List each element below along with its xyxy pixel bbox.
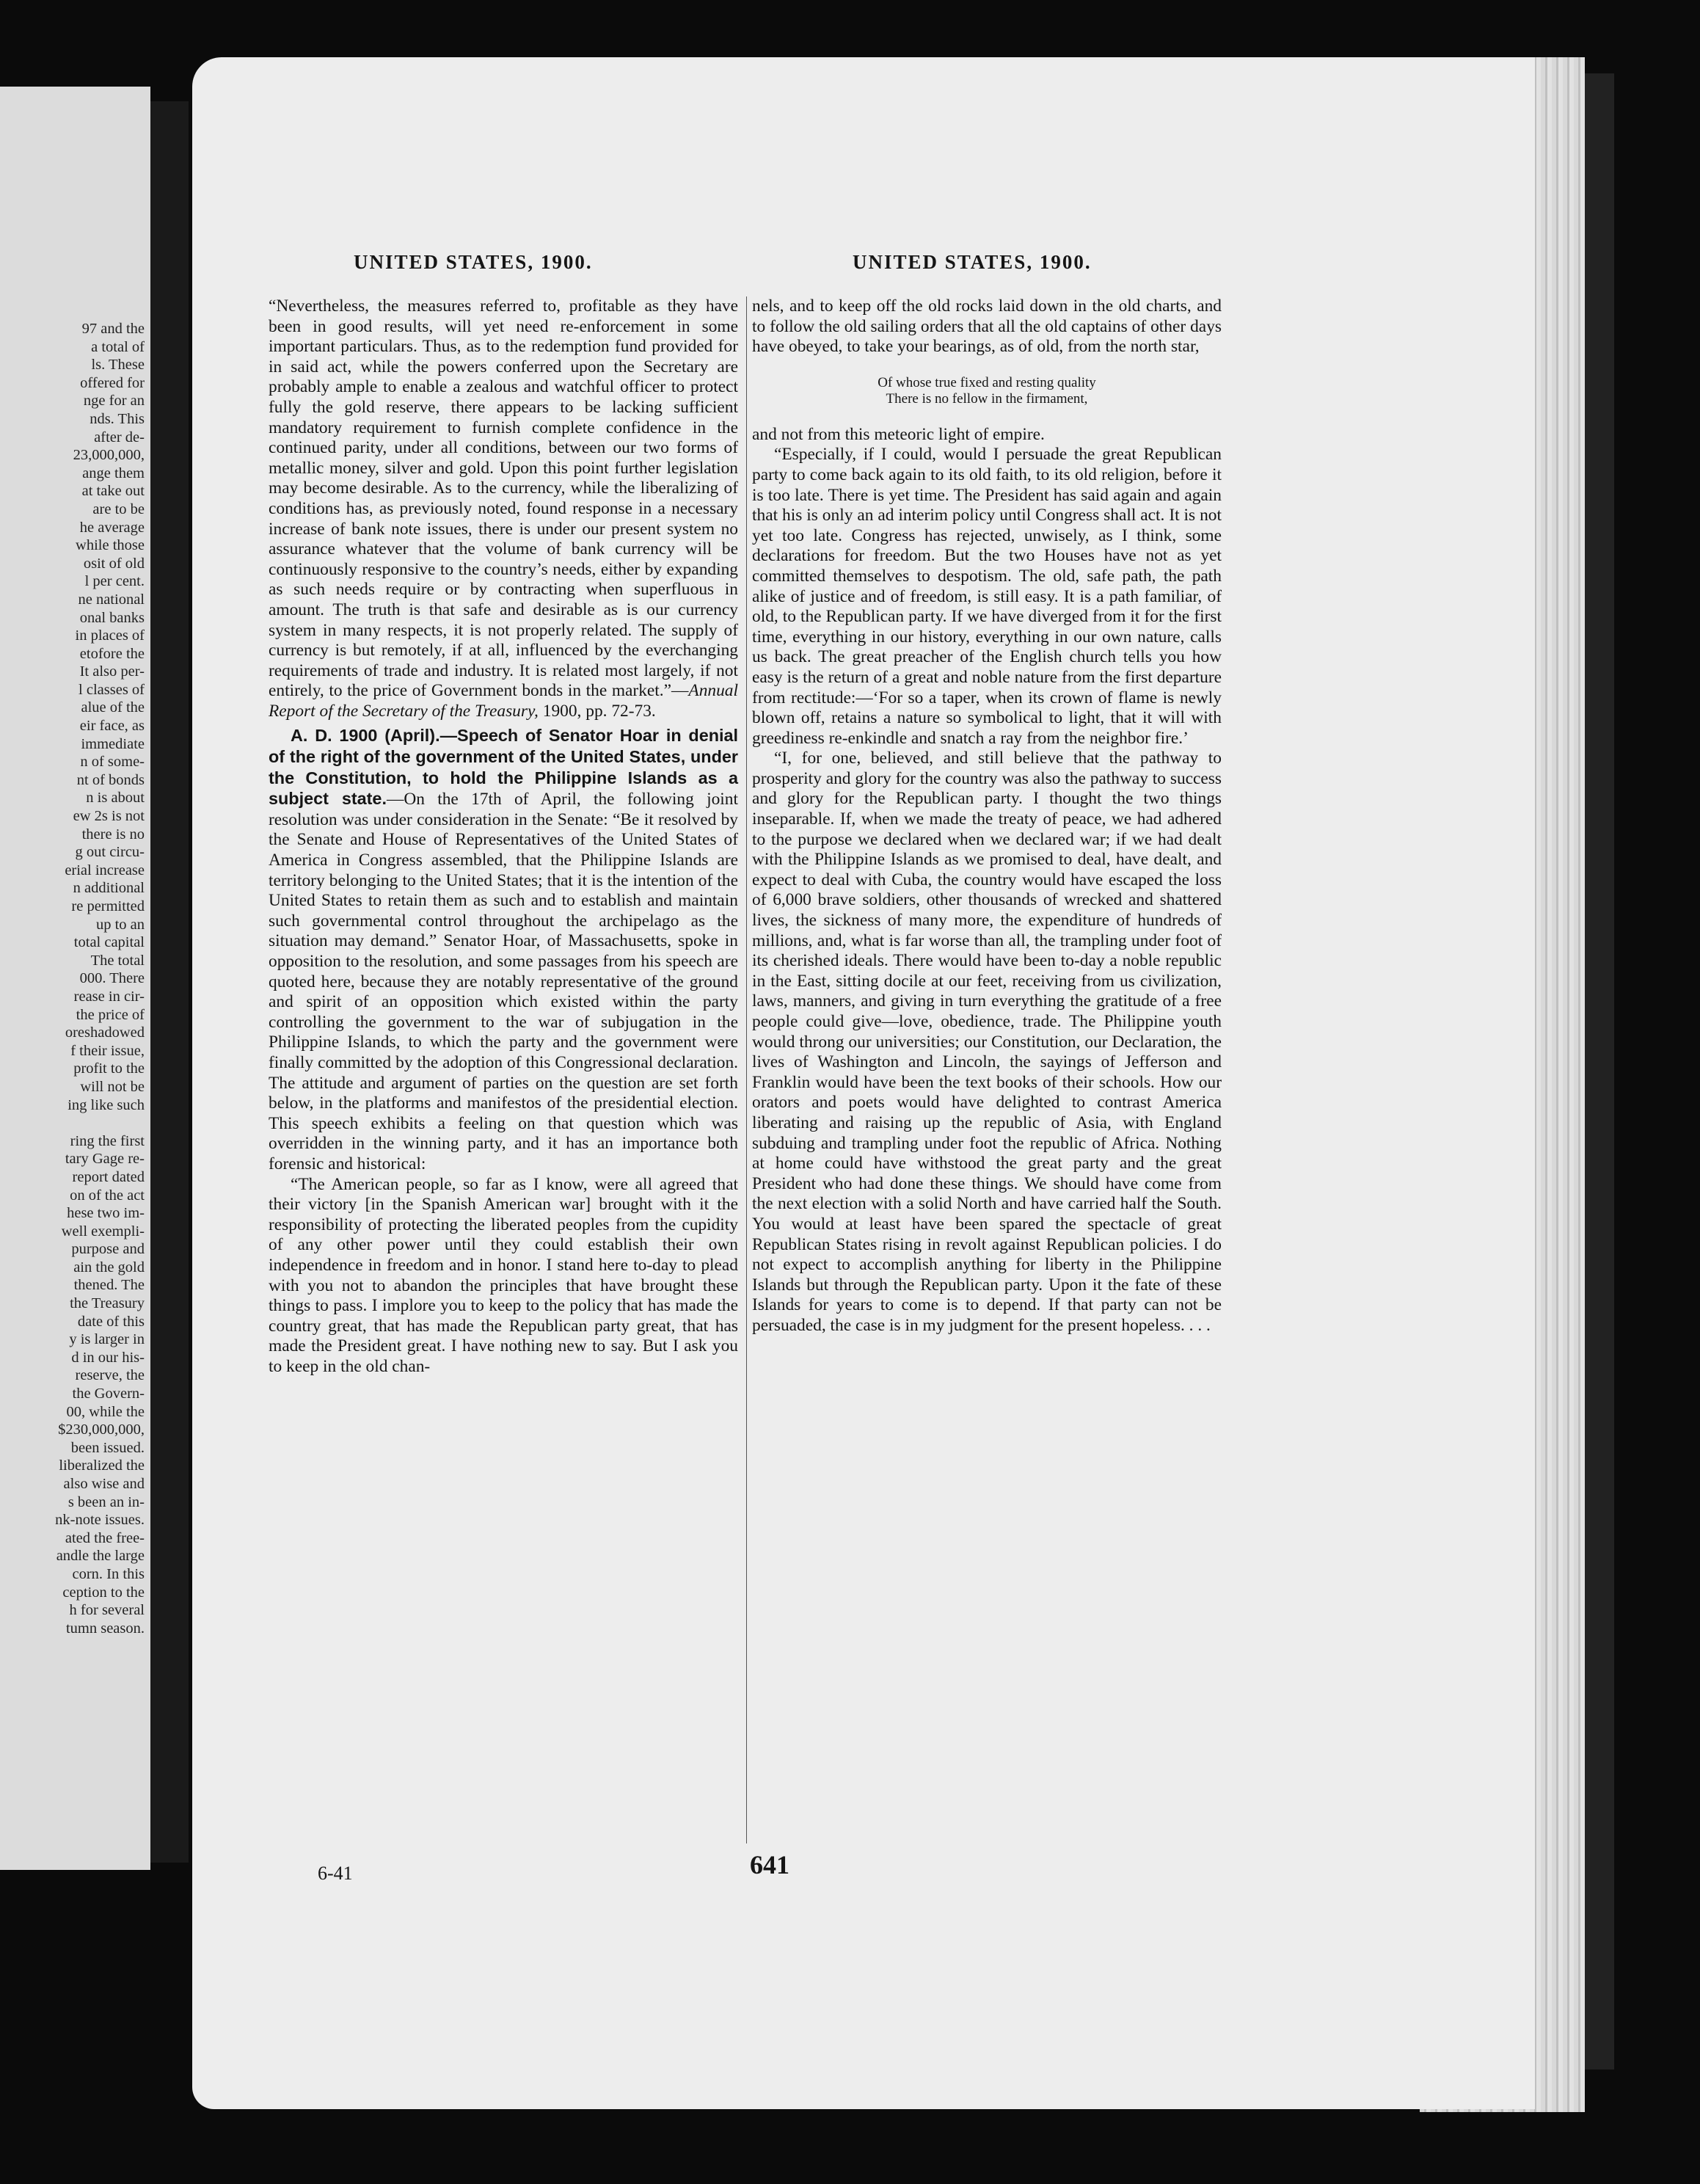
- left-page-line: It also per-: [79, 663, 145, 680]
- left-page-line: d in our his-: [71, 1349, 145, 1366]
- left-page-line: at take out: [81, 483, 145, 500]
- book-gutter: [150, 101, 189, 1863]
- signature-mark: 6-41: [318, 1863, 353, 1884]
- left-page-line: osit of old: [83, 555, 145, 572]
- entry-title: Speech of Senator Hoar in denial of the right of the government of the United States, under the Constitution, to hold the Philippine Islands as a subject state.: [269, 726, 739, 809]
- left-page-line: etofore the: [79, 645, 145, 662]
- paragraph: nels, and to keep off the old rocks laid down in the old charts, and to follow the old sailing orders that all the old captains of other days have obeyed, to take your bearings, as of old, from the north star,: [752, 296, 1222, 357]
- entry-date: A. D. 1900 (April).—: [291, 726, 457, 746]
- left-page-line: eir face, as: [79, 718, 145, 735]
- paragraph: “The American people, so far as I know, were all agreed that their victory [in the Spanish American war] brought with it the responsibility of protecting the liberated peoples from the cupidity of any other power until they could establish their own independence in freedom and in honor. I stand here to-day to plead with you not to abandon the principles that have brought these things to pass. I implore you to keep to the policy that has made the country great, that has made the Republican party great, that has made the President great. I have nothing new to say. But I ask you to keep in the old chan-: [269, 1174, 738, 1376]
- book-cover: [1585, 73, 1614, 2070]
- left-page-line: ain the gold: [73, 1259, 145, 1275]
- left-page-line: 23,000,000,: [73, 447, 145, 464]
- citation: Annual Report of the Secretary of the Treasury,: [269, 681, 738, 721]
- left-page-fragment: [0, 87, 150, 1870]
- left-page-line: well exempli-: [61, 1223, 145, 1240]
- left-page-line: alue of the: [81, 699, 145, 716]
- text-column-left: [269, 296, 738, 1377]
- left-page-line: are to be: [92, 500, 145, 517]
- left-page-line: ated the free-: [65, 1529, 145, 1546]
- column-rule: [746, 296, 747, 1843]
- paragraph: “Especially, if I could, would I persuade the great Republican party to come back again to its old faith, to its old religion, before it is too late. There is yet time. The President has said again and again that his is only an ad interim policy until Congress shall act. It is not yet too late. Congress has rejected, unwisely, as I think, some declarations for freedom. But the two Houses have not as yet committed themselves to despotism. The old, safe path, the path alike of justice and of freedom, is still easy. It is a path familiar, of old, to the Republican party. If we have diverged from it for the first time, everything in our history, everything in our own nature, calls us back. The great preacher of the English church tells you how easy is the return of a great and noble nature from the first departure from rectitude:—‘For so a taper, when its crown of flame is newly blown off, retains a nature so symbolical to light, that it will with greediness re-enkindle and snatch a ray from the neighbor fire.’: [752, 445, 1222, 748]
- left-page-line: hese two im-: [67, 1205, 145, 1222]
- left-page-line: the Treasury: [70, 1295, 145, 1312]
- left-page-line: nge for an: [83, 393, 145, 410]
- left-page-line: nds. This: [90, 410, 145, 427]
- left-page-line: l classes of: [79, 681, 145, 698]
- left-page-line: ne national: [78, 591, 145, 608]
- left-page-line: g out circu-: [75, 844, 145, 861]
- left-page-line: rease in cir-: [73, 988, 145, 1005]
- left-page-line: he average: [79, 519, 145, 536]
- left-page-line: up to an: [95, 916, 145, 933]
- left-page-line: s been an in-: [68, 1493, 145, 1510]
- left-page-line: thened. The: [73, 1277, 145, 1294]
- left-page-line: the price of: [76, 1006, 145, 1023]
- left-page-line: l per cent.: [84, 573, 145, 590]
- left-page-line: in places of: [75, 627, 145, 644]
- left-page-line: f their issue,: [70, 1042, 145, 1059]
- left-page-line: report dated: [72, 1168, 145, 1185]
- left-page-line: total capital: [73, 934, 145, 951]
- left-page-line: corn. In this: [72, 1565, 145, 1582]
- left-page-line: nt of bonds: [76, 771, 145, 788]
- page-number: 641: [750, 1850, 789, 1879]
- text-column-right: [752, 296, 1222, 1336]
- left-page-line: $230,000,000,: [58, 1422, 145, 1438]
- paragraph: “Nevertheless, the measures referred to, profitable as they have been in good results, will yet need re-enforcement in some important particulars. Thus, as to the redemption fund provided for in said act, while the powers conferred upon the Secretary are probably ample to enable a zealous and watchful officer to protect fully the gold reserve, there appears to be lacking sufficient mandatory requirement to furnish complete confidence in the continued parity, under all conditions, between our two forms of metallic money, silver and gold. Upon this point further legislation may become desirable. As to the currency, while the liberalizing of conditions has, as previously noted, found response in a necessary increase of bank note issues, there is under our present system no assurance whatever that the volume of bank currency will be continuously responsive to the country’s needs, either by expanding as such needs require or by contracting when superfluous in amount. The truth is that safe and desirable as is our currency system in many respects, it is not properly related. The supply of currency is but remotely, if at all, influenced by the everchanging requirements of trade and industry. It is related most largely, if not entirely, to the price of Government bonds in the market.”—Annual Report of the Secretary of the Treasury, 1900, pp. 72-73.: [269, 296, 738, 721]
- left-page-line: [0, 1114, 145, 1132]
- left-page-line: ring the first: [70, 1132, 145, 1149]
- left-page-line: erial increase: [65, 862, 145, 878]
- left-page-line: 97 and the: [81, 321, 145, 337]
- left-page-line: n additional: [73, 880, 145, 897]
- left-page-line: ception to the: [62, 1584, 145, 1601]
- left-page-line: immediate: [81, 735, 145, 752]
- left-page-line: The total: [90, 952, 145, 969]
- left-page-line: re permitted: [71, 898, 145, 914]
- running-header-left: UNITED STATES, 1900.: [354, 251, 593, 273]
- left-page-line: been issued.: [70, 1439, 145, 1456]
- left-page-line: nk-note issues.: [55, 1512, 145, 1529]
- left-page-line: a total of: [91, 338, 145, 355]
- left-page-text: [0, 320, 145, 1637]
- left-page-line: andle the large: [56, 1548, 145, 1565]
- left-page-line: ls. These: [91, 357, 145, 374]
- left-page-line: also wise and: [63, 1476, 145, 1492]
- left-page-line: tumn season.: [65, 1620, 145, 1637]
- left-page-line: ew 2s is not: [73, 808, 145, 825]
- left-page-line: n of some-: [80, 754, 145, 771]
- paragraph: “I, for one, believed, and still believe that the pathway to prosperity and glory for the country was also the pathway to success and glory for the Republican party. I thought the two things inseparable. If, when we made the treaty of peace, we had adhered to the purpose we declared when we declared war; if we had dealt with the Philippine Islands as we promised to deal, have dealt, and expect to deal with Cuba, the country would have escaped the loss of 6,000 brave soldiers, other thousands of wrecked and shattered lives, the sickness of many more, the expenditure of hundreds of millions, and, what is far worse than all, the trampling under foot of its cherished ideals. There would have been to-day a noble republic in the East, sitting docile at our feet, receiving from us civilization, laws, manners, and giving in turn everything the gratitude of a free people could give—love, obedience, trade. The Philippine youth would throng our universities; our Constitution, our Declaration, the lives of Washington and Lincoln, the sayings of Jefferson and Franklin would have been the text books of their schools. How our orators and poets would have delighted to contrast America liberating and raising up the republic of Asia, with England subduing and trampling under foot the republic of Africa. Nothing at home could have withstood the great party and the great President who had done these things. We should have come from the next election with a solid North and have carried half the South. You would at least have been spared the spectacle of great Republican States rising in revolt against Republican policies. I do not expect to accomplish anything for liberty in the Philippine Islands but through the Republican party. Upon it the fate of these Islands for years to come is to depend. If that party can not be persuaded, the case is in my judgment for the present hopeless. . . .: [752, 749, 1222, 1335]
- left-page-line: offered for: [80, 374, 145, 391]
- running-header-right: UNITED STATES, 1900.: [853, 251, 1092, 273]
- left-page-line: after de-: [94, 429, 145, 445]
- left-page-line: ange them: [82, 465, 145, 481]
- left-page-line: 000. There: [79, 970, 145, 987]
- left-page-line: y is larger in: [69, 1331, 145, 1348]
- left-page-line: on of the act: [70, 1187, 145, 1204]
- left-page-line: h for several: [69, 1602, 145, 1619]
- paragraph: and not from this meteoric light of empire.: [752, 424, 1045, 444]
- left-page-line: the Govern-: [72, 1386, 145, 1402]
- left-page-line: tary Gage re-: [65, 1151, 145, 1168]
- left-page-line: onal banks: [79, 609, 145, 626]
- left-page-line: date of this: [77, 1313, 145, 1330]
- entry: A. D. 1900 (April).—Speech of Senator Hoar in denial of the right of the government of the United States, under the Constitution, to hold the Philippine Islands as a subject state.—On the 17th of April, the following joint resolution was under consideration in the Senate: “Be it resolved by the Senate and House of Representatives of the United States of America in Congress assembled, that the Philippine Islands are territory belonging to the United States; that it is the intention of the United States to retain them as such and to establish and maintain such governmental control throughout the archipelago as the situation may demand.” Senator Hoar, of Massachusetts, spoke in opposition to the resolution, and some passages from his speech are quoted here, because they are notably representative of the ground and spirit of an opposition which existed within the party controlling the government to the war of subjugation in the Philippine Islands, to which the party and the government were finally committed by the adoption of this Congressional declaration. The attitude and argument of parties on the question are set forth below, in the platforms and manifestos of the presidential election. This speech exhibits a feeling on that question which was overridden in the winning party, and it has an importance both forensic and historical:: [269, 726, 739, 1173]
- left-page-line: will not be: [80, 1078, 145, 1095]
- left-page-line: purpose and: [71, 1241, 145, 1258]
- verse-quote: Of whose true fixed and resting quality There is no fellow in the firmament,: [878, 374, 1096, 407]
- left-page-line: while those: [76, 537, 145, 554]
- left-page-line: there is no: [81, 826, 145, 842]
- left-page-line: profit to the: [73, 1060, 145, 1077]
- left-page-line: reserve, the: [75, 1367, 145, 1384]
- left-page-line: ing like such: [68, 1096, 145, 1113]
- left-page-line: liberalized the: [59, 1457, 145, 1474]
- left-page-line: oreshadowed: [65, 1024, 145, 1041]
- left-page-line: n is about: [86, 790, 145, 807]
- left-page-line: 00, while the: [66, 1403, 145, 1420]
